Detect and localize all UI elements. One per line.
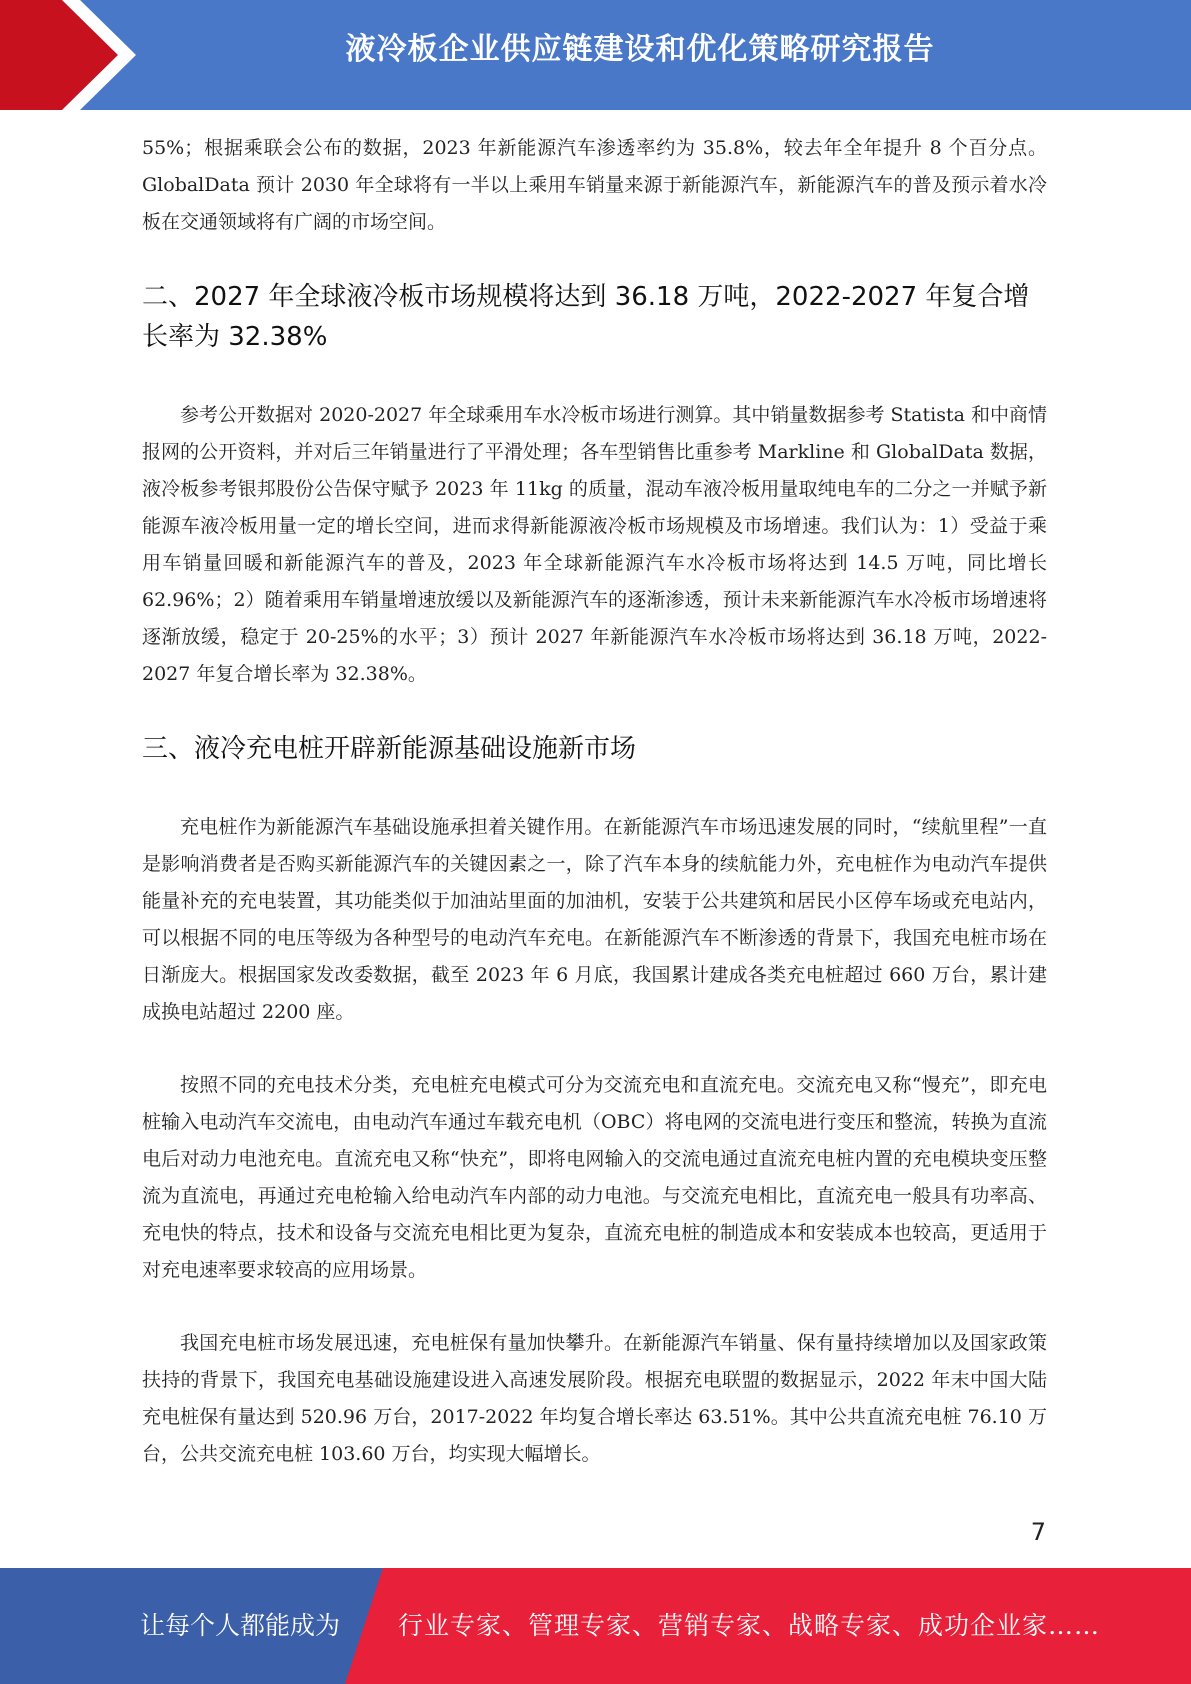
paragraph-market-estimate: 参考公开数据对 2020-2027 年全球乘用车水冷板市场进行测算。其中销量数据参考 Statista 和中商情报网的公开资料，并对后三年销量进行了平滑处理；各车型销售比重参考 Markline 和 GlobalData 数据，液冷板参考银邦股份公告保守赋予 2023 年 11kg 的质量，混动车液冷板用量取纯电车的二分之一并赋予新能源车液冷板用量一定的增长空间，进而求得新能源液冷板市场规模及市场增速。我们认为：1）受益于乘用车销量回暖和新能源汽车的普及，2023 年全球新能源汽车水冷板市场将达到 14.5 万吨，同比增长 62.96%；2）随着乘用车销量增速放缓以及新能源汽车的逐渐渗透，预计未来新能源汽车水冷板市场增速将逐渐放缓，稳定于 20-25%的水平；3）预计 2027 年新能源汽车水冷板市场将达到 36.18 万吨，2022-2027 年复合增长率为 32.38%。 (142, 404, 1047, 685)
page-number: 7 (1030, 1518, 1046, 1546)
section-heading-3: 三、液冷充电桩开辟新能源基础设施新市场 (142, 734, 637, 764)
paragraph-charging-market-growth: 我国充电桩市场发展迅速，充电桩保有量加快攀升。在新能源汽车销量、保有量持续增加以及国家政策扶持的背景下，我国充电基础设施建设进入高速发展阶段。根据充电联盟的数据显示，2022 年末中国大陆充电桩保有量达到 520.96 万台，2017-2022 年均复合增长率达 63.51%。其中公共直流充电桩 76.10 万台，公共交流充电桩 103.60 万台，均实现大幅增长。 (142, 1332, 1047, 1465)
footer-slogan-right: 行业专家、管理专家、营销专家、战略专家、成功企业家…… (398, 1611, 1101, 1640)
header-arrow-decoration (0, 0, 160, 110)
paragraph-charging-pile-role: 充电桩作为新能源汽车基础设施承担着关键作用。在新能源汽车市场迅速发展的同时，“续航里程”一直是影响消费者是否购买新能源汽车的关键因素之一，除了汽车本身的续航能力外，充电桩作为电动汽车提供能量补充的充电装置，其功能类似于加油站里面的加油机，安装于公共建筑和居民小区停车场或充电站内，可以根据不同的电压等级为各种型号的电动汽车充电。在新能源汽车不断渗透的背景下，我国充电桩市场在日渐庞大。根据国家发改委数据，截至 2023 年 6 月底，我国累计建成各类充电桩超过 660 万台，累计建成换电站超过 2200 座。 (142, 816, 1047, 1023)
footer-slogan-left: 让每个人都能成为 (140, 1611, 341, 1640)
report-title: 液冷板企业供应链建设和优化策略研究报告 (345, 32, 935, 67)
page-header (0, 0, 1191, 110)
paragraph-charging-modes: 按照不同的充电技术分类，充电桩充电模式可分为交流充电和直流充电。交流充电又称“慢充”，即充电桩输入电动汽车交流电，由电动汽车通过车载充电机（OBC）将电网的交流电进行变压和整流，转换为直流电后对动力电池充电。直流充电又称“快充”，即将电网输入的交流电通过直流充电桩内置的充电模块变压整流为直流电，再通过充电枪输入给电动汽车内部的动力电池。与交流充电相比，直流充电一般具有功率高、充电快的特点，技术和设备与交流充电相比更为复杂，直流充电桩的制造成本和安装成本也较高，更适用于对充电速率要求较高的应用场景。 (142, 1074, 1047, 1281)
section-heading-2: 二、2027 年全球液冷板市场规模将达到 36.18 万吨，2022-2027 年复合增长率为 32.38% (142, 282, 1030, 352)
page-footer (0, 1568, 1191, 1684)
page-content (142, 130, 1047, 1509)
paragraph-intro: 55%；根据乘联会公布的数据，2023 年新能源汽车渗透率约为 35.8%，较去年全年提升 8 个百分点。GlobalData 预计 2030 年全球将有一半以上乘用车销量来源于新能源汽车，新能源汽车的普及预示着水冷板在交通领域将有广阔的市场空间。 (142, 137, 1047, 233)
